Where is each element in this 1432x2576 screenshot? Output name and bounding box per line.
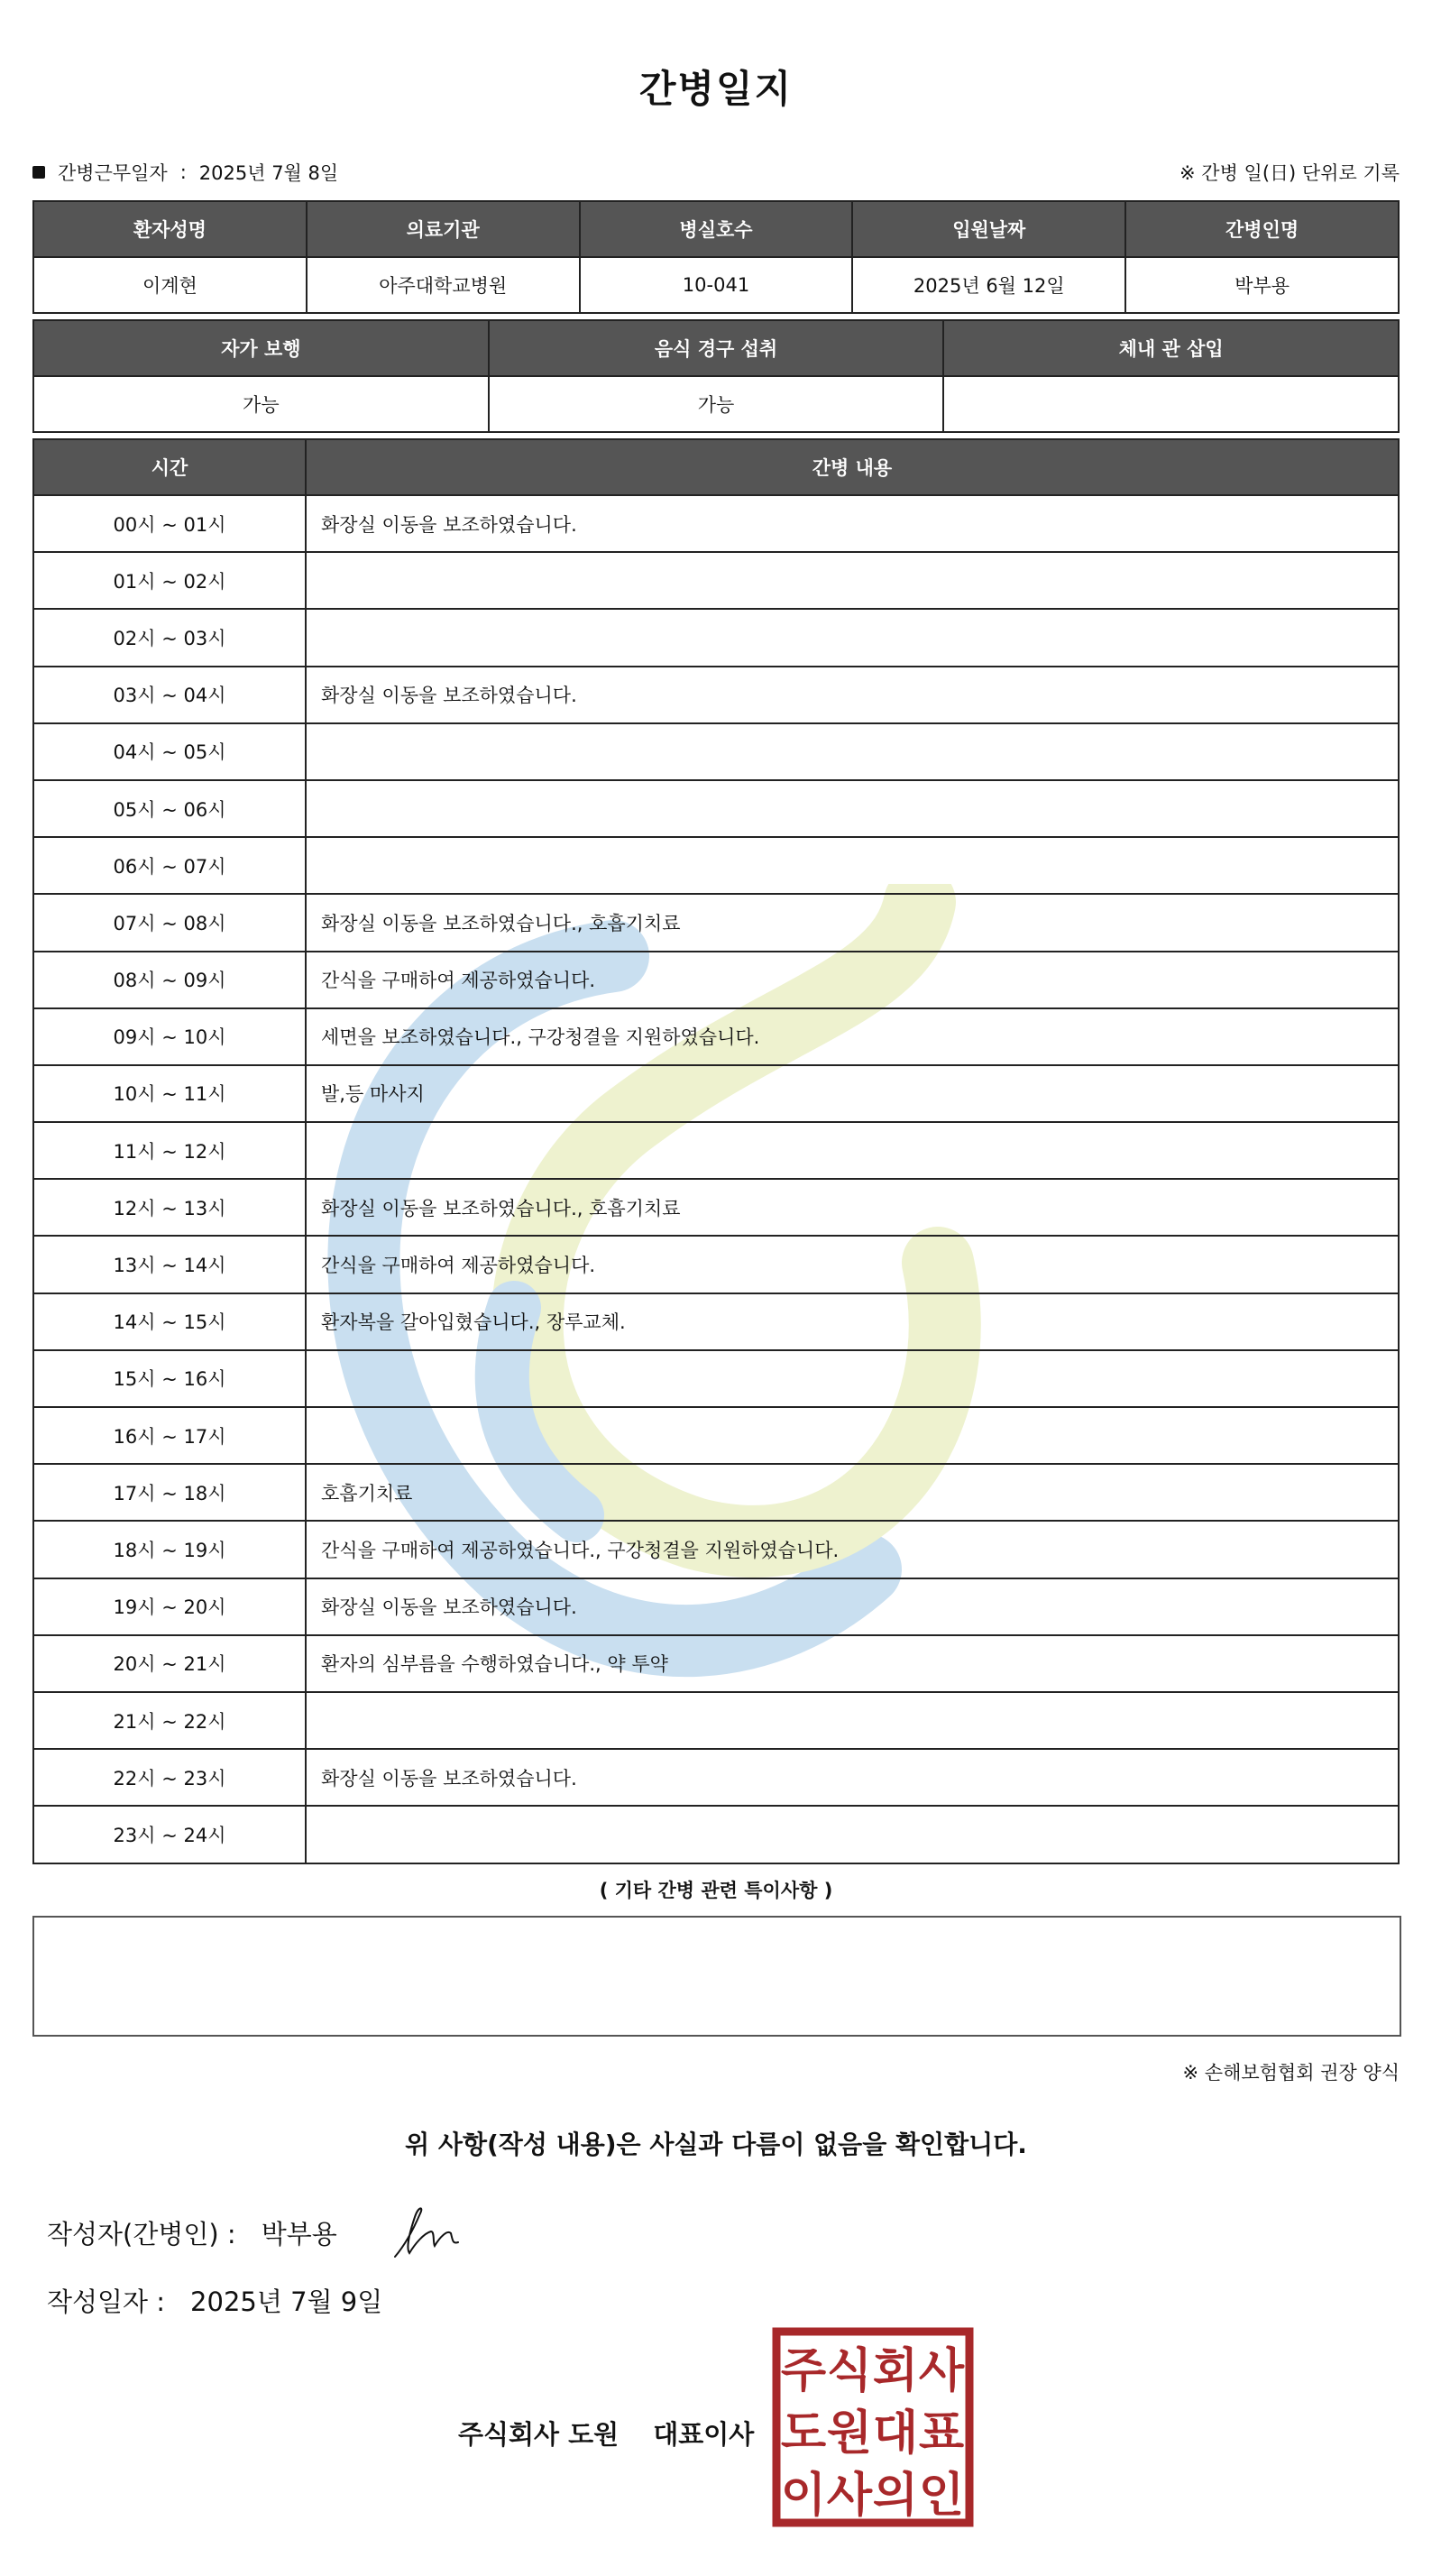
table-row <box>33 1122 1399 1179</box>
remarks-title: ( 기타 간병 관련 특이사항 ) <box>599 1880 833 1901</box>
table-row <box>33 1578 1399 1635</box>
write-date-value: 2025년 7월 9일 <box>190 2286 383 2317</box>
header-care-content: 간병 내용 <box>306 439 1399 495</box>
header-time: 시간 <box>33 439 306 495</box>
time-slot: 14시 ~ 15시 <box>33 1293 306 1350</box>
time-slot: 06시 ~ 07시 <box>33 837 306 894</box>
table-row <box>33 780 1399 837</box>
oral-intake-value: 가능 <box>489 376 944 432</box>
admission-date: 2025년 6월 12일 <box>852 257 1125 313</box>
table-row <box>33 952 1399 1008</box>
patient-info-table <box>32 200 1400 314</box>
seal-character: 대 <box>872 2406 919 2461</box>
seal-character: 식 <box>826 2344 873 2398</box>
seal-character: 회 <box>872 2344 919 2398</box>
care-log-table <box>32 438 1400 1864</box>
table-row <box>33 1806 1399 1863</box>
care-content <box>306 780 1399 837</box>
time-slot: 09시 ~ 10시 <box>33 1008 306 1065</box>
header-admission-date: 입원날짜 <box>852 201 1125 257</box>
seal-character: 이 <box>780 2469 827 2523</box>
care-content: 환자복을 갈아입혔습니다., 장루교체. <box>306 1293 1399 1350</box>
table-row <box>33 1464 1399 1521</box>
form-note: ※ 손해보험협회 권장 양식 <box>1182 2062 1400 2084</box>
table-row <box>33 723 1399 780</box>
header-self-walking: 자가 보행 <box>33 320 489 376</box>
care-content: 발,등 마사지 <box>306 1065 1399 1122</box>
table-row <box>33 552 1399 609</box>
time-slot: 13시 ~ 14시 <box>33 1236 306 1293</box>
work-date-value: 2025년 7월 8일 <box>198 162 339 184</box>
time-slot: 20시 ~ 21시 <box>33 1635 306 1692</box>
table-row <box>33 1179 1399 1236</box>
time-slot: 11시 ~ 12시 <box>33 1122 306 1179</box>
document-title: 간병일지 <box>638 67 794 111</box>
table-row <box>33 1749 1399 1806</box>
care-content <box>306 1692 1399 1749</box>
table-row <box>33 667 1399 723</box>
care-content: 화장실 이동을 보조하였습니다. <box>306 1749 1399 1806</box>
care-content <box>306 1407 1399 1464</box>
time-slot: 07시 ~ 08시 <box>33 894 306 951</box>
table-row <box>33 1293 1399 1350</box>
time-slot: 01시 ~ 02시 <box>33 552 306 609</box>
patient-name: 이계현 <box>33 257 307 313</box>
time-slot: 21시 ~ 22시 <box>33 1692 306 1749</box>
seal-character: 주 <box>780 2344 827 2398</box>
care-content: 화장실 이동을 보조하였습니다. <box>306 1578 1399 1635</box>
care-content <box>306 1350 1399 1407</box>
tube-insertion-value <box>943 376 1399 432</box>
care-content <box>306 723 1399 780</box>
confirmation-statement: 위 사항(작성 내용)은 사실과 다름이 없음을 확인합니다. <box>405 2130 1027 2159</box>
time-slot: 19시 ~ 20시 <box>33 1578 306 1635</box>
table-row <box>33 1635 1399 1692</box>
seal-character: 사 <box>826 2469 873 2523</box>
company-title: 대표이사 <box>653 2419 755 2450</box>
seal-character: 도 <box>780 2406 827 2461</box>
room-number: 10-041 <box>580 257 853 313</box>
hospital-name: 아주대학교병원 <box>307 257 580 313</box>
company-line <box>458 2415 754 2452</box>
care-content <box>306 552 1399 609</box>
writer-name: 박부용 <box>261 2219 337 2249</box>
time-slot: 17시 ~ 18시 <box>33 1464 306 1521</box>
time-slot: 02시 ~ 03시 <box>33 609 306 666</box>
company-name: 주식회사 도원 <box>458 2419 620 2450</box>
table-row <box>33 495 1399 552</box>
time-slot: 00시 ~ 01시 <box>33 495 306 552</box>
header-tube-insertion: 체내 관 삽입 <box>943 320 1399 376</box>
care-content <box>306 1122 1399 1179</box>
company-seal-stamp <box>772 2327 974 2527</box>
time-slot: 04시 ~ 05시 <box>33 723 306 780</box>
seal-character: 사 <box>918 2344 965 2398</box>
remarks-box <box>32 1916 1401 2037</box>
time-slot: 18시 ~ 19시 <box>33 1521 306 1578</box>
time-slot: 15시 ~ 16시 <box>33 1350 306 1407</box>
care-content: 화장실 이동을 보조하였습니다. <box>306 667 1399 723</box>
table-row <box>33 837 1399 894</box>
table-row <box>33 1065 1399 1122</box>
care-content: 간식을 구매하여 제공하였습니다. <box>306 1236 1399 1293</box>
care-content: 간식을 구매하여 제공하였습니다., 구강청결을 지원하였습니다. <box>306 1521 1399 1578</box>
care-content: 세면을 보조하였습니다., 구강청결을 지원하였습니다. <box>306 1008 1399 1065</box>
self-walking-value: 가능 <box>33 376 489 432</box>
work-date-separator: : <box>179 161 187 183</box>
table-row <box>33 894 1399 951</box>
work-date <box>32 159 338 186</box>
time-slot: 03시 ~ 04시 <box>33 667 306 723</box>
table-row <box>33 609 1399 666</box>
care-content <box>306 837 1399 894</box>
care-content: 화장실 이동을 보조하였습니다., 호흡기치료 <box>306 894 1399 951</box>
patient-status-table <box>32 319 1400 433</box>
work-date-label: 간병근무일자 <box>58 162 168 184</box>
writer-line <box>47 2214 337 2251</box>
care-content: 화장실 이동을 보조하였습니다., 호흡기치료 <box>306 1179 1399 1236</box>
care-content: 호흡기치료 <box>306 1464 1399 1521</box>
care-content: 화장실 이동을 보조하였습니다. <box>306 495 1399 552</box>
care-content <box>306 609 1399 666</box>
time-slot: 10시 ~ 11시 <box>33 1065 306 1122</box>
write-date-label: 작성일자 : <box>47 2286 166 2317</box>
table-row <box>33 1236 1399 1293</box>
time-slot: 08시 ~ 09시 <box>33 952 306 1008</box>
time-slot: 05시 ~ 06시 <box>33 780 306 837</box>
header-hospital: 의료기관 <box>307 201 580 257</box>
time-slot: 16시 ~ 17시 <box>33 1407 306 1464</box>
time-slot: 22시 ~ 23시 <box>33 1749 306 1806</box>
write-date-line <box>47 2282 382 2319</box>
bullet-square-icon <box>32 166 45 179</box>
table-row <box>33 1350 1399 1407</box>
seal-character: 원 <box>826 2406 873 2461</box>
time-slot: 23시 ~ 24시 <box>33 1806 306 1863</box>
table-row <box>33 1521 1399 1578</box>
header-room-number: 병실호수 <box>580 201 853 257</box>
table-row <box>33 1407 1399 1464</box>
caregiver-name: 박부용 <box>1125 257 1399 313</box>
header-oral-intake: 음식 경구 섭취 <box>489 320 944 376</box>
writer-label: 작성자(간병인) : <box>47 2219 236 2249</box>
handwritten-signature <box>388 2201 478 2264</box>
table-row <box>33 1692 1399 1749</box>
seal-character: 의 <box>872 2469 919 2523</box>
time-slot: 12시 ~ 13시 <box>33 1179 306 1236</box>
table-row <box>33 1008 1399 1065</box>
care-content: 간식을 구매하여 제공하였습니다. <box>306 952 1399 1008</box>
seal-character: 인 <box>918 2469 965 2523</box>
care-content: 환자의 심부름을 수행하였습니다., 약 투약 <box>306 1635 1399 1692</box>
seal-character: 표 <box>918 2406 965 2461</box>
header-caregiver-name: 간병인명 <box>1125 201 1399 257</box>
care-content <box>306 1806 1399 1863</box>
record-note: ※ 간병 일(日) 단위로 기록 <box>1180 162 1400 184</box>
header-patient-name: 환자성명 <box>33 201 307 257</box>
